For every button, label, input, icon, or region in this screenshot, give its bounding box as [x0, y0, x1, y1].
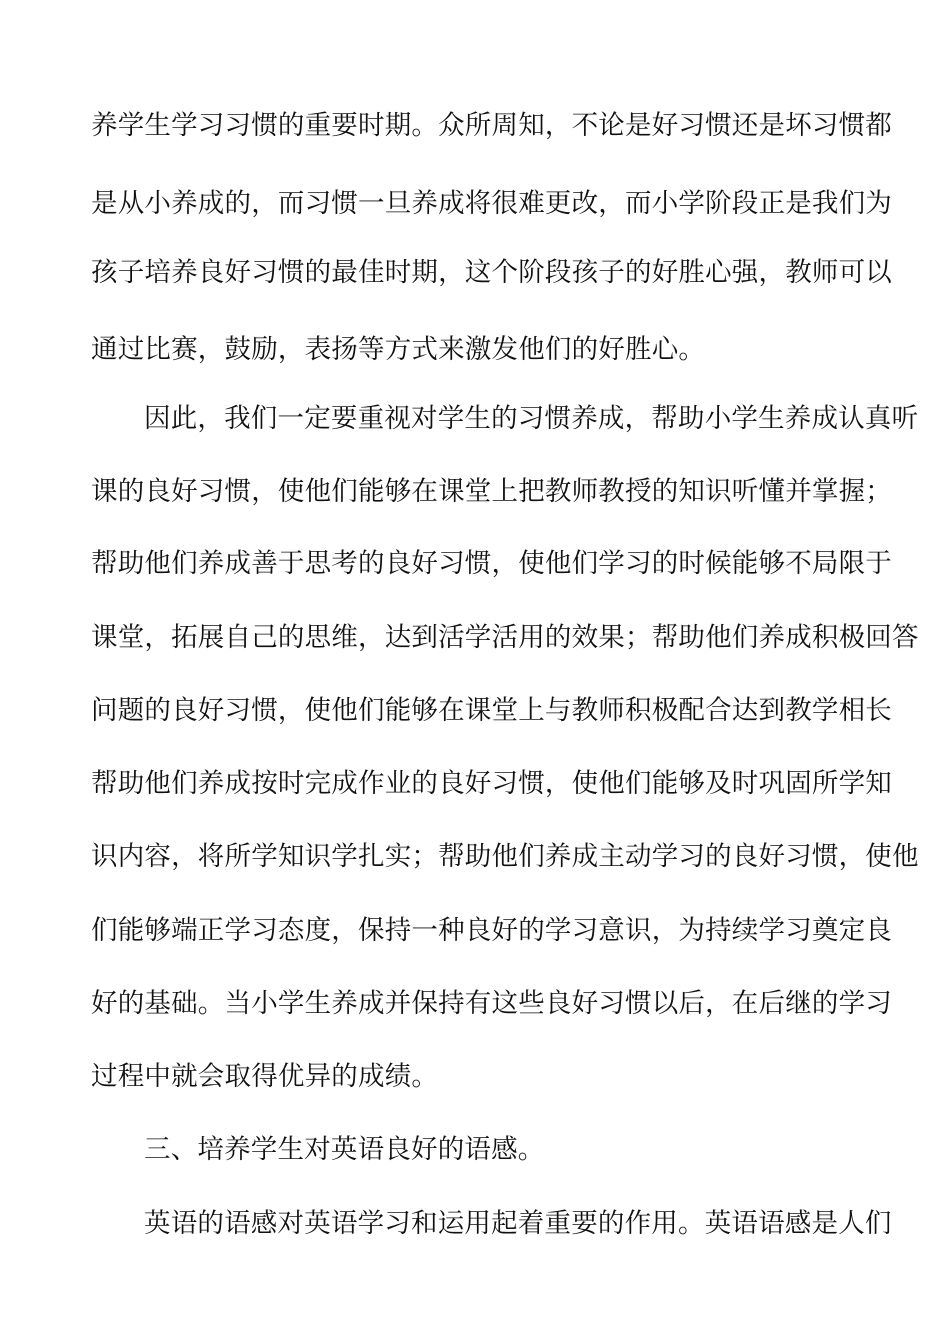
text-line: 课堂，拓展自己的思维，达到活学活用的效果；帮助他们养成积极回答 [91, 622, 919, 653]
text-line: 识内容，将所学知识学扎实；帮助他们养成主动学习的良好习惯，使他 [91, 841, 919, 872]
text-line: 课的良好习惯，使他们能够在课堂上把教师教授的知识听懂并掌握； [91, 476, 892, 507]
section-heading: 三、培养学生对英语良好的语感。 [144, 1134, 545, 1165]
text-line: 们能够端正学习态度，保持一种良好的学习意识，为持续学习奠定良 [91, 915, 892, 946]
text-line: 通过比赛，鼓励，表扬等方式来激发他们的好胜心。 [91, 334, 706, 365]
paragraph-first-line: 因此，我们一定要重视对学生的习惯养成，帮助小学生养成认真听 [144, 403, 919, 434]
paragraph-first-line: 英语的语感对英语学习和运用起着重要的作用。英语语感是人们 [144, 1208, 892, 1239]
text-line: 问题的良好习惯，使他们能够在课堂上与教师积极配合达到教学相长 [91, 695, 892, 726]
text-line: 帮助他们养成善于思考的良好习惯，使他们学习的时候能够不局限于 [91, 548, 892, 579]
text-line: 养学生学习习惯的重要时期。众所周知，不论是好习惯还是坏习惯都 [91, 110, 892, 141]
text-line: 好的基础。当小学生养成并保持有这些良好习惯以后，在后继的学习 [91, 988, 892, 1019]
text-line: 是从小养成的，而习惯一旦养成将很难更改，而小学阶段正是我们为 [91, 188, 892, 219]
text-line: 过程中就会取得优异的成绩。 [91, 1061, 439, 1092]
text-line: 孩子培养良好习惯的最佳时期，这个阶段孩子的好胜心强，教师可以 [91, 257, 892, 288]
text-line: 帮助他们养成按时完成作业的良好习惯，使他们能够及时巩固所学知 [91, 768, 892, 799]
